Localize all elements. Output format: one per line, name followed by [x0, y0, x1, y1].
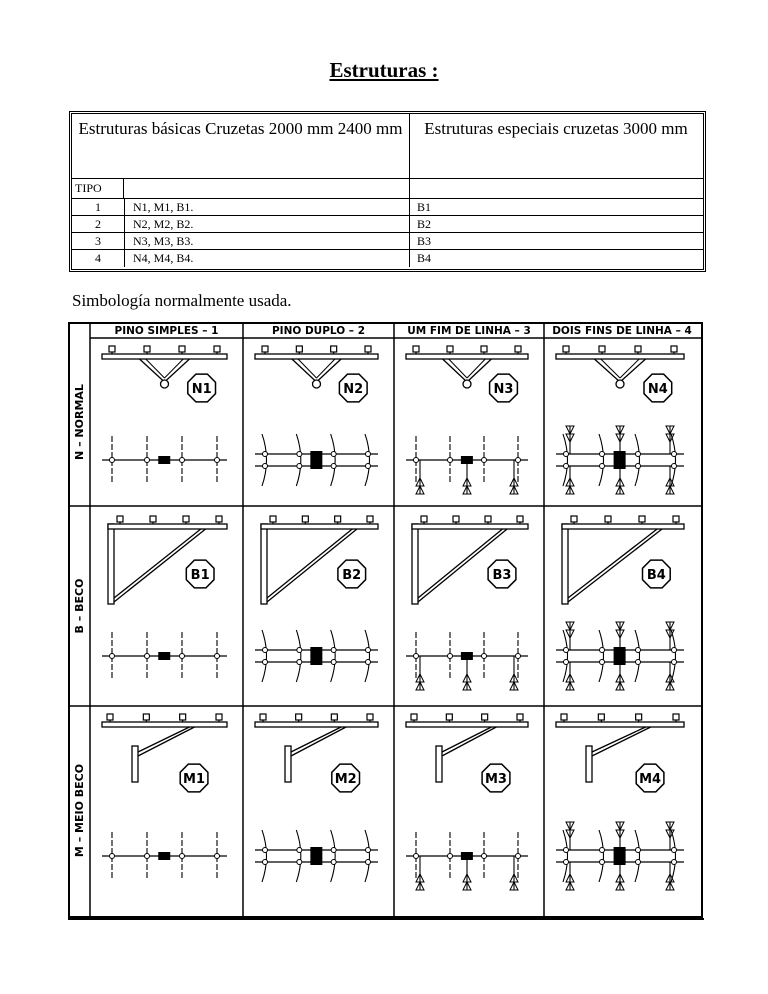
crossarm	[108, 524, 227, 529]
structure-code: M1	[183, 772, 206, 787]
insulator	[262, 346, 268, 352]
tie-point	[564, 660, 569, 665]
pole-plan	[310, 451, 322, 469]
tie-point	[636, 660, 641, 665]
crossarm	[562, 524, 684, 529]
pole	[436, 746, 442, 782]
table-header	[72, 114, 703, 179]
brace	[165, 359, 184, 378]
insulator	[561, 714, 567, 720]
diagram-frame	[69, 323, 702, 917]
line-conductor	[563, 830, 568, 882]
structure-code: N3	[493, 382, 514, 397]
insulator	[180, 714, 186, 720]
tie-point	[564, 648, 569, 653]
table-row	[72, 199, 703, 216]
tie-point	[366, 860, 371, 865]
structure-code: M3	[485, 772, 507, 787]
tie-point	[263, 660, 268, 665]
tie-point	[482, 458, 487, 463]
brace	[291, 727, 346, 756]
insulator	[517, 516, 523, 522]
brace	[620, 359, 639, 378]
cell-basicas: N4, M4, B4.	[125, 250, 410, 267]
brace	[467, 359, 491, 382]
tie-point	[636, 848, 641, 853]
insulator	[260, 714, 266, 720]
pole-plan	[158, 456, 170, 464]
tie-point	[366, 648, 371, 653]
tie-point	[672, 860, 677, 865]
insulator	[143, 714, 149, 720]
pole-plan	[310, 647, 322, 665]
tie-point	[110, 854, 115, 859]
header-basic-structures: Estruturas básicas Cruzetas 2000 mm 2400 mm	[72, 114, 410, 178]
tie-point	[110, 458, 115, 463]
brace	[138, 727, 190, 752]
tie-point	[672, 452, 677, 457]
structure-code: B1	[190, 568, 210, 583]
tie-point	[331, 848, 336, 853]
structures-table	[69, 111, 706, 272]
brace	[568, 529, 657, 598]
symbology-subtitle: Simbología normalmente usada.	[72, 291, 292, 310]
tie-point	[110, 654, 115, 659]
tie-point	[564, 464, 569, 469]
insulator	[673, 516, 679, 522]
insulator	[365, 346, 371, 352]
tie-point	[145, 458, 150, 463]
column-header: UM FIM DE LINHA – 3	[407, 325, 531, 337]
line-conductor	[262, 434, 267, 486]
tie-point	[672, 648, 677, 653]
tie-point	[564, 860, 569, 865]
tie-point	[263, 848, 268, 853]
tie-point	[297, 648, 302, 653]
cell-especiais: B2	[417, 217, 432, 231]
cell-basicas: N2, M2, B2.	[125, 216, 410, 232]
insulator	[671, 346, 677, 352]
tie-point	[331, 648, 336, 653]
tie-point	[636, 648, 641, 653]
insulator	[109, 346, 115, 352]
insulator	[517, 714, 523, 720]
brace	[146, 359, 165, 378]
insulator	[367, 516, 373, 522]
line-conductor	[599, 630, 604, 682]
insulator	[179, 346, 185, 352]
cell-tipo: 2	[72, 216, 125, 232]
line-conductor	[365, 830, 370, 882]
insulator	[673, 714, 679, 720]
tipo-label: TIPO	[72, 178, 124, 198]
cell-tipo: 3	[72, 233, 125, 249]
line-conductor	[296, 630, 301, 682]
tie-point	[331, 464, 336, 469]
tie-point	[516, 654, 521, 659]
table-row-tipo	[72, 178, 703, 199]
tie-point	[215, 654, 220, 659]
tie-point	[263, 464, 268, 469]
line-conductor	[635, 434, 640, 486]
insulator	[481, 346, 487, 352]
insulator	[107, 714, 113, 720]
row-label: N – NORMAL	[73, 384, 86, 460]
table-row	[72, 250, 703, 267]
line-conductor	[296, 830, 301, 882]
crossarm	[406, 354, 528, 359]
brace	[138, 727, 195, 756]
insulator	[598, 714, 604, 720]
structure-code: M2	[334, 772, 357, 787]
cell-especiais: B3	[417, 234, 432, 248]
insulator	[296, 346, 302, 352]
insulator	[485, 516, 491, 522]
pole	[586, 746, 592, 782]
pole	[132, 746, 138, 782]
table-row	[72, 233, 703, 250]
tie-point	[600, 860, 605, 865]
crossarm	[406, 722, 528, 727]
insulator	[411, 714, 417, 720]
insulator	[150, 516, 156, 522]
insulator	[515, 346, 521, 352]
insulator	[183, 516, 189, 522]
tie-point	[482, 654, 487, 659]
pole-top	[616, 380, 624, 388]
tie-point	[414, 458, 419, 463]
insulator	[331, 346, 337, 352]
brace	[291, 727, 341, 752]
insulator	[413, 346, 419, 352]
insulator	[421, 516, 427, 522]
tie-point	[600, 848, 605, 853]
tie-point	[180, 654, 185, 659]
structure-code: B2	[342, 568, 362, 583]
brace	[467, 359, 485, 378]
brace	[592, 727, 646, 752]
tie-point	[672, 660, 677, 665]
tie-point	[636, 464, 641, 469]
line-conductor	[331, 434, 336, 486]
line-conductor	[331, 630, 336, 682]
tie-point	[215, 458, 220, 463]
crossarm	[102, 354, 227, 359]
cell-especiais: B1	[417, 200, 432, 214]
pole	[412, 524, 418, 604]
crossarm	[412, 524, 528, 529]
brace	[317, 359, 342, 382]
diagram-svg	[68, 322, 704, 920]
tie-point	[516, 458, 521, 463]
pole	[108, 524, 114, 604]
brace	[267, 529, 352, 598]
tie-point	[564, 452, 569, 457]
structure-code: B3	[492, 568, 512, 583]
crossarm	[102, 722, 227, 727]
insulator	[482, 714, 488, 720]
tie-point	[414, 854, 419, 859]
line-conductor	[563, 630, 568, 682]
tie-point	[600, 660, 605, 665]
insulator	[296, 714, 302, 720]
tie-point	[331, 452, 336, 457]
pole-plan	[310, 847, 322, 865]
insulator	[331, 714, 337, 720]
pole-top	[463, 380, 471, 388]
insulator	[635, 346, 641, 352]
structure-code: N4	[647, 382, 668, 397]
brace	[592, 727, 651, 756]
tie-point	[263, 860, 268, 865]
brace	[317, 359, 335, 378]
insulator	[367, 714, 373, 720]
tie-point	[672, 848, 677, 853]
insulator	[446, 714, 452, 720]
brace	[443, 359, 467, 382]
tie-point	[180, 854, 185, 859]
insulator	[453, 516, 459, 522]
structure-code: B4	[646, 568, 666, 583]
insulator	[216, 714, 222, 720]
tie-point	[366, 848, 371, 853]
insulator	[571, 516, 577, 522]
brace	[442, 727, 496, 756]
tie-point	[297, 848, 302, 853]
tie-point	[600, 464, 605, 469]
tie-point	[263, 648, 268, 653]
brace	[601, 359, 620, 378]
tie-point	[448, 458, 453, 463]
cell-tipo: 1	[72, 199, 125, 215]
tie-point	[448, 854, 453, 859]
tie-point	[366, 660, 371, 665]
insulator	[599, 346, 605, 352]
brace	[114, 529, 201, 598]
tie-point	[145, 654, 150, 659]
tie-point	[516, 854, 521, 859]
brace	[620, 359, 646, 382]
tie-point	[145, 854, 150, 859]
crossarm	[556, 354, 684, 359]
structure-code: N1	[191, 382, 212, 397]
tie-point	[482, 854, 487, 859]
line-conductor	[563, 434, 568, 486]
tie-point	[215, 854, 220, 859]
insulator	[605, 516, 611, 522]
column-header: PINO DUPLO – 2	[271, 325, 366, 337]
line-conductor	[365, 630, 370, 682]
tie-point	[414, 654, 419, 659]
brace	[449, 359, 467, 378]
structure-code: M4	[639, 772, 662, 787]
tie-point	[331, 860, 336, 865]
tie-point	[180, 458, 185, 463]
brace	[594, 359, 620, 382]
brace	[165, 359, 190, 382]
line-conductor	[365, 434, 370, 486]
insulator	[270, 516, 276, 522]
structure-symbols-diagram	[68, 322, 704, 920]
tie-point	[297, 860, 302, 865]
line-conductor	[671, 830, 676, 882]
tie-point	[448, 654, 453, 659]
tie-point	[297, 464, 302, 469]
line-conductor	[599, 434, 604, 486]
crossarm	[255, 722, 378, 727]
crossarm	[556, 722, 684, 727]
pole	[562, 524, 568, 604]
header-special-structures: Estruturas especiais cruzetas 3000 mm	[424, 119, 688, 138]
insulator	[639, 516, 645, 522]
brace	[418, 529, 502, 598]
line-conductor	[635, 630, 640, 682]
brace	[298, 359, 316, 378]
tie-point	[366, 452, 371, 457]
crossarm	[261, 524, 378, 529]
insulator	[563, 346, 569, 352]
line-conductor	[671, 630, 676, 682]
tie-point	[263, 452, 268, 457]
tie-point	[600, 648, 605, 653]
pole-plan	[158, 852, 170, 860]
line-conductor	[331, 830, 336, 882]
tie-point	[600, 452, 605, 457]
brace	[140, 359, 165, 382]
pole-top	[161, 380, 169, 388]
line-conductor	[262, 630, 267, 682]
column-header: PINO SIMPLES – 1	[114, 325, 219, 337]
line-conductor	[599, 830, 604, 882]
line-conductor	[296, 434, 301, 486]
cell-especiais: B4	[417, 251, 432, 265]
table-row	[72, 216, 703, 233]
line-conductor	[635, 830, 640, 882]
brace	[292, 359, 317, 382]
cell-basicas: N1, M1, B1.	[125, 199, 410, 215]
tie-point	[636, 860, 641, 865]
tie-point	[564, 848, 569, 853]
tie-point	[297, 660, 302, 665]
brace	[442, 727, 491, 752]
column-header: DOIS FINS DE LINHA – 4	[552, 325, 692, 337]
row-label: B – BECO	[73, 578, 86, 634]
insulator	[214, 346, 220, 352]
tie-point	[636, 452, 641, 457]
insulator	[335, 516, 341, 522]
pole	[285, 746, 291, 782]
line-conductor	[671, 434, 676, 486]
insulator	[447, 346, 453, 352]
pole-plan	[158, 652, 170, 660]
insulator	[117, 516, 123, 522]
insulator	[216, 516, 222, 522]
insulator	[144, 346, 150, 352]
line-conductor	[262, 830, 267, 882]
tie-point	[331, 660, 336, 665]
insulator	[636, 714, 642, 720]
cell-basicas: N3, M3, B3.	[125, 233, 410, 249]
crossarm	[255, 354, 378, 359]
tie-point	[366, 464, 371, 469]
tie-point	[672, 464, 677, 469]
insulator	[302, 516, 308, 522]
structure-code: N2	[343, 382, 364, 397]
pole-top	[313, 380, 321, 388]
tie-point	[297, 452, 302, 457]
bottom-rule	[68, 918, 704, 920]
pole	[261, 524, 267, 604]
row-label: M – MEIO BECO	[73, 763, 86, 858]
page-title: Estruturas :	[329, 58, 439, 82]
cell-tipo: 4	[72, 250, 125, 267]
